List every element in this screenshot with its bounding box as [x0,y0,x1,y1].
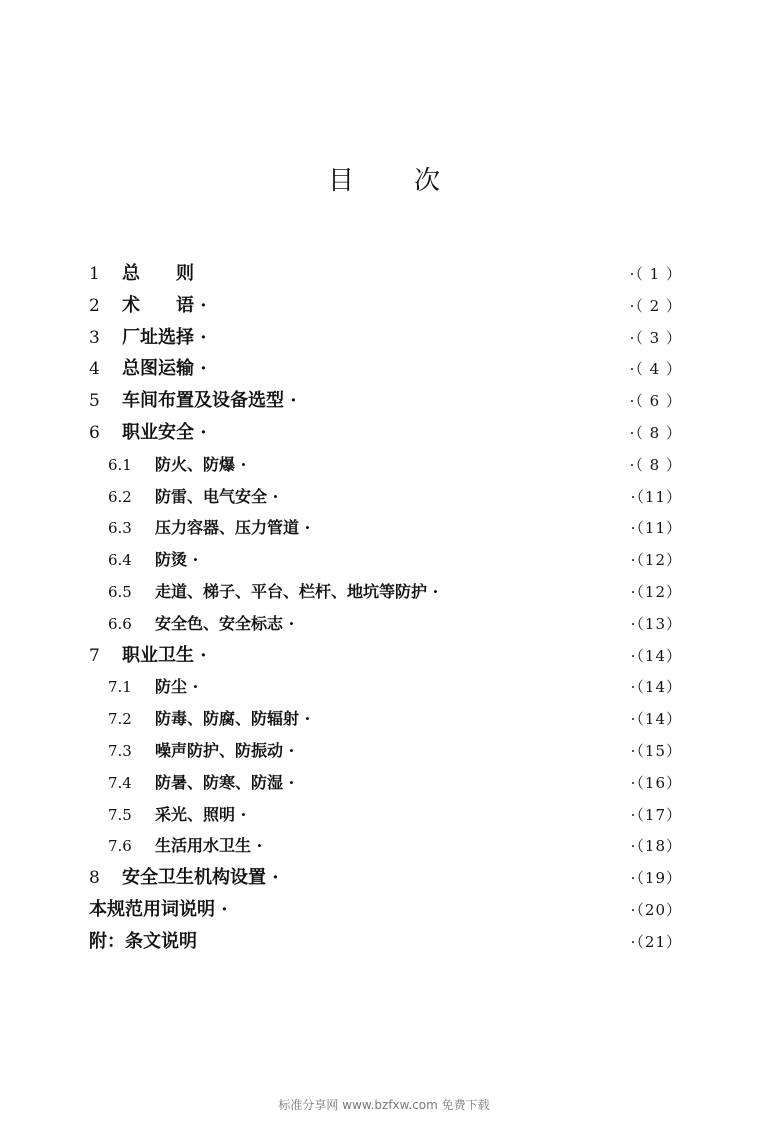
toc-entry[interactable] [0,512,768,544]
title-char-1: 目 [327,166,354,196]
toc-entry[interactable] [0,290,768,322]
toc-entry-page: ·（18） [630,837,682,856]
toc-entry[interactable] [0,799,768,831]
toc-entry-title: 附：条文说明 [89,930,197,952]
toc-entry-page: ·（14） [630,710,682,729]
toc-entry-page: ·（ 8 ） [629,424,682,442]
toc-entry-title: 防烫 · [155,550,199,570]
toc-entry-page: ·（ 1 ） [629,265,682,283]
toc-entry-number: 6.4 [108,551,132,570]
toc-entry-number: 4 [89,359,100,380]
toc-entry-title: 厂址选择 · [122,326,207,348]
toc-entry[interactable] [0,703,768,735]
toc-entry[interactable] [0,417,768,449]
toc-entry[interactable] [0,671,768,703]
toc-entry-page: ·（19） [630,869,682,888]
toc-entry-number: 6.2 [108,487,132,506]
toc-entry-number: 7 [89,645,100,666]
toc-entry-number: 6.6 [108,614,132,633]
toc-entry-title: 职业卫生 · [122,644,207,666]
toc-entry-title: 采光、照明 · [155,804,247,824]
toc-entry-title: 防暑、防寒、防湿 · [155,772,295,792]
toc-entry[interactable] [0,926,768,958]
toc-entry-page: ·（ 3 ） [629,328,682,347]
toc-entry[interactable] [0,449,768,481]
toc-entry[interactable] [0,353,768,385]
toc-entry-title: 车间布置及设备选型 · [122,390,297,412]
toc-entry[interactable] [0,258,768,290]
toc-entry-title: 安全卫生机构设置 · [122,867,279,889]
toc-entry[interactable] [0,322,768,354]
toc-entry-page: ·（ 4 ） [629,360,682,379]
toc-entry-number: 7.6 [108,837,132,856]
toc-entry[interactable] [0,830,768,862]
toc-entry-page: ·（21） [630,932,682,951]
toc-entry-number: 7.4 [108,773,132,792]
toc-entry-page: ·（17） [630,805,682,824]
toc-entry-page: ·（14） [630,646,682,665]
toc-entry-title: 总 则 [122,263,194,284]
toc-entry-title: 防火、防爆 · [155,454,247,474]
toc-entry[interactable] [0,544,768,576]
toc-entry[interactable] [0,385,768,417]
toc-entry[interactable] [0,576,768,608]
toc-entry-number: 7.1 [108,678,132,697]
toc-entry-number: 3 [89,327,100,348]
toc-entry-number: 6.1 [108,455,132,474]
toc-entry-title: 职业安全 · [122,422,207,443]
toc-entry-page: ·（14） [630,678,682,697]
toc-entry-title: 本规范用词说明 · [89,899,228,920]
toc-entry[interactable] [0,608,768,640]
toc-entry-page: ·（20） [630,901,682,919]
toc-entry-page: ·（ 6 ） [629,392,682,411]
toc-entry-title: 防毒、防腐、防辐射 · [155,709,311,729]
page-title [0,160,768,197]
toc-entry-number: 7.3 [108,742,132,760]
toc-entry-title: 压力容器、压力管道 · [155,518,311,538]
toc-entry-number: 5 [89,391,100,412]
toc-entry-number: 6.3 [108,519,132,538]
title-char-2: 次 [414,166,441,196]
toc-entry-page: ·（16） [630,773,682,792]
toc-entry-title: 走道、梯子、平台、栏杆、地坑等防护 · [155,582,439,601]
toc-entry-number: 7.5 [108,805,132,824]
toc-entry-page: ·（11） [630,487,682,506]
toc-entry-page: ·（ 2 ） [629,296,682,315]
toc-entry-title: 噪声防护、防振动 · [155,741,295,760]
toc-entry-number: 8 [89,868,100,889]
toc-entry-number: 1 [89,264,100,284]
toc-entry[interactable] [0,862,768,894]
toc-entry[interactable] [0,735,768,767]
toc-entry-page: ·（ 8 ） [629,455,682,474]
toc-entry-page: ·（11） [630,519,682,538]
toc-entry-page: ·（13） [630,614,682,633]
toc-entry-number: 2 [89,295,100,316]
toc-entry-page: ·（12） [630,551,682,570]
toc-entry[interactable] [0,894,768,926]
toc-entry-number: 6.5 [108,583,132,601]
toc-entry-page: ·（12） [630,583,682,601]
footer-watermark: 标准分享网 www.bzfxw.com 免费下载 [278,1098,490,1112]
toc-entry-title: 安全色、安全标志 · [155,613,295,633]
toc-entry[interactable] [0,767,768,799]
toc-entry-title: 术 语 · [122,294,207,316]
toc-entry-title: 防尘 · [155,677,199,697]
toc-entry-number: 7.2 [108,710,132,729]
toc-entry-page: ·（15） [630,742,682,760]
toc-entry-title: 生活用水卫生 · [155,836,263,856]
toc-entry-number: 6 [89,423,100,443]
toc-entry[interactable] [0,481,768,513]
toc-entry[interactable] [0,640,768,672]
toc-entry-title: 防雷、电气安全 · [155,486,279,506]
toc-entry-title: 总图运输 · [122,358,207,380]
